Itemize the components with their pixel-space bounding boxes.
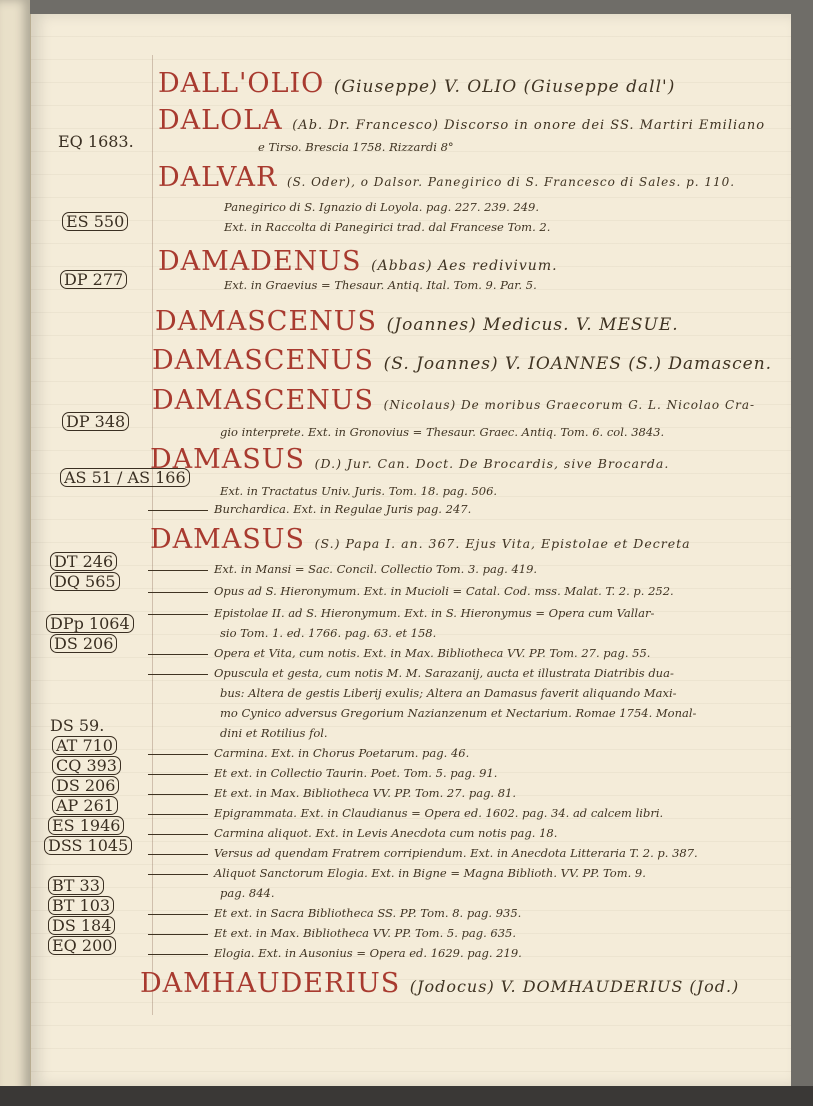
entry-line: Opuscula et gesta, cum notis M. M. Sarazanij, aucta et illustrata Diatribis dua- xyxy=(148,666,674,680)
facing-page-edge xyxy=(0,0,30,1106)
shelf-code: DSS 1045 xyxy=(42,836,132,855)
entry-line: dini et Rotilius fol. xyxy=(220,726,328,740)
entry-line: Et ext. in Collectio Taurin. Poet. Tom. 5. pag. 91. xyxy=(148,766,497,780)
shelf-code: CQ 393 xyxy=(50,756,121,775)
shelf-code: DT 246 xyxy=(48,552,117,571)
entry-heading: DAMASCENUS (Nicolaus) De moribus Graecorum G. L. Nicolao Cra- xyxy=(152,385,756,416)
shelf-code: DP 348 xyxy=(60,412,129,431)
shelf-code: AT 710 xyxy=(50,736,117,755)
entry-line: Ext. in Tractatus Univ. Juris. Tom. 18. pag. 506. xyxy=(220,484,498,498)
entry-line: Burchardica. Ext. in Regulae Juris pag. 247. xyxy=(148,502,471,516)
entry-line: sio Tom. 1. ed. 1766. pag. 63. et 158. xyxy=(220,626,437,640)
shelf-code: DP 277 xyxy=(58,270,127,289)
entry-heading: DAMASUS (D.) Jur. Can. Doct. De Brocardis, sive Brocarda. xyxy=(150,444,670,475)
entry-line: Et ext. in Max. Bibliotheca VV. PP. Tom. 5. pag. 635. xyxy=(148,926,516,940)
shelf-code: BT 33 xyxy=(46,876,104,895)
entry-heading: DAMHAUDERIUS (Jodocus) V. DOMHAUDERIUS (Jod.) xyxy=(140,968,740,999)
bottom-shadow xyxy=(0,1086,813,1106)
entry-line: Carmina aliquot. Ext. in Levis Anecdota cum notis pag. 18. xyxy=(148,826,557,840)
entry-line: Panegirico di S. Ignazio di Loyola. pag. 227. 239. 249. xyxy=(224,200,540,214)
entry-line: bus: Altera de gestis Liberij exulis; Altera an Damasus faverit aliquando Maxi- xyxy=(220,686,677,700)
shelf-code: DS 184 xyxy=(46,916,115,935)
entry-line: Aliquot Sanctorum Elogia. Ext. in Bigne = Magna Biblioth. VV. PP. Tom. 9. xyxy=(148,866,646,880)
entry-heading: DALOLA (Ab. Dr. Francesco) Discorso in onore dei SS. Martiri Emiliano xyxy=(158,105,766,136)
entry-line: gio interprete. Ext. in Gronovius = Thesaur. Graec. Antiq. Tom. 6. col. 3843. xyxy=(220,425,665,439)
entry-line: Elogia. Ext. in Ausonius = Opera ed. 1629. pag. 219. xyxy=(148,946,522,960)
entry-line: Epistolae II. ad S. Hieronymum. Ext. in S. Hieronymus = Opera cum Vallar- xyxy=(148,606,654,620)
entry-line: pag. 844. xyxy=(220,886,275,900)
entry-line: Carmina. Ext. in Chorus Poetarum. pag. 46. xyxy=(148,746,469,760)
shelf-code: BT 103 xyxy=(46,896,114,915)
shelf-code: DS 206 xyxy=(48,634,117,653)
entry-line: Ext. in Mansi = Sac. Concil. Collectio Tom. 3. pag. 419. xyxy=(148,562,537,576)
entry-line: mo Cynico adversus Gregorium Nazianzenum et Nectarium. Romae 1754. Monal- xyxy=(220,706,697,720)
shelf-code: DQ 565 xyxy=(48,572,120,591)
entry-heading: DAMASCENUS (S. Joannes) V. IOANNES (S.) Damascen. xyxy=(152,345,773,376)
entry-heading: DAMASCENUS (Joannes) Medicus. V. MESUE. xyxy=(155,306,679,337)
entry-line: Ext. in Graevius = Thesaur. Antiq. Ital. Tom. 9. Par. 5. xyxy=(224,278,537,292)
shelf-code: DS 206 xyxy=(50,776,119,795)
entry-line: Epigrammata. Ext. in Claudianus = Opera ed. 1602. pag. 34. ad calcem libri. xyxy=(148,806,663,820)
entry-line: e Tirso. Brescia 1758. Rizzardi 8° xyxy=(258,140,454,154)
shelf-code: AS 51 / AS 166 xyxy=(58,468,190,488)
entry-line: Et ext. in Max. Bibliotheca VV. PP. Tom. 27. pag. 81. xyxy=(148,786,516,800)
entry-line: Et ext. in Sacra Bibliotheca SS. PP. Tom. 8. pag. 935. xyxy=(148,906,521,920)
shelf-code: ES 550 xyxy=(60,212,128,231)
entry-heading: DALVAR (S. Oder), o Dalsor. Panegirico di S. Francesco di Sales. p. 110. xyxy=(158,162,736,193)
shelf-code: ES 1946 xyxy=(46,816,124,835)
shelf-code: AP 261 xyxy=(50,796,118,815)
shelf-code: DS 59. xyxy=(50,716,105,735)
entry-line: Ext. in Raccolta di Panegirici trad. dal Francese Tom. 2. xyxy=(224,220,551,234)
entry-line: Opus ad S. Hieronymum. Ext. in Mucioli = Catal. Cod. mss. Malat. T. 2. p. 252. xyxy=(148,584,674,598)
shelf-code: EQ 200 xyxy=(46,936,116,955)
entry-line: Opera et Vita, cum notis. Ext. in Max. Bibliotheca VV. PP. Tom. 27. pag. 55. xyxy=(148,646,650,660)
entry-heading: DAMASUS (S.) Papa I. an. 367. Ejus Vita, Epistolae et Decreta xyxy=(150,524,691,555)
shelf-code: EQ 1683. xyxy=(58,132,134,151)
shelf-code: DPp 1064 xyxy=(44,614,134,633)
entry-line: Versus ad quendam Fratrem corripiendum. Ext. in Anecdota Litteraria T. 2. p. 387. xyxy=(148,846,698,860)
entry-heading: DALL'OLIO (Giuseppe) V. OLIO (Giuseppe dall') xyxy=(158,68,676,99)
entry-heading: DAMADENUS (Abbas) Aes redivivum. xyxy=(158,246,558,277)
